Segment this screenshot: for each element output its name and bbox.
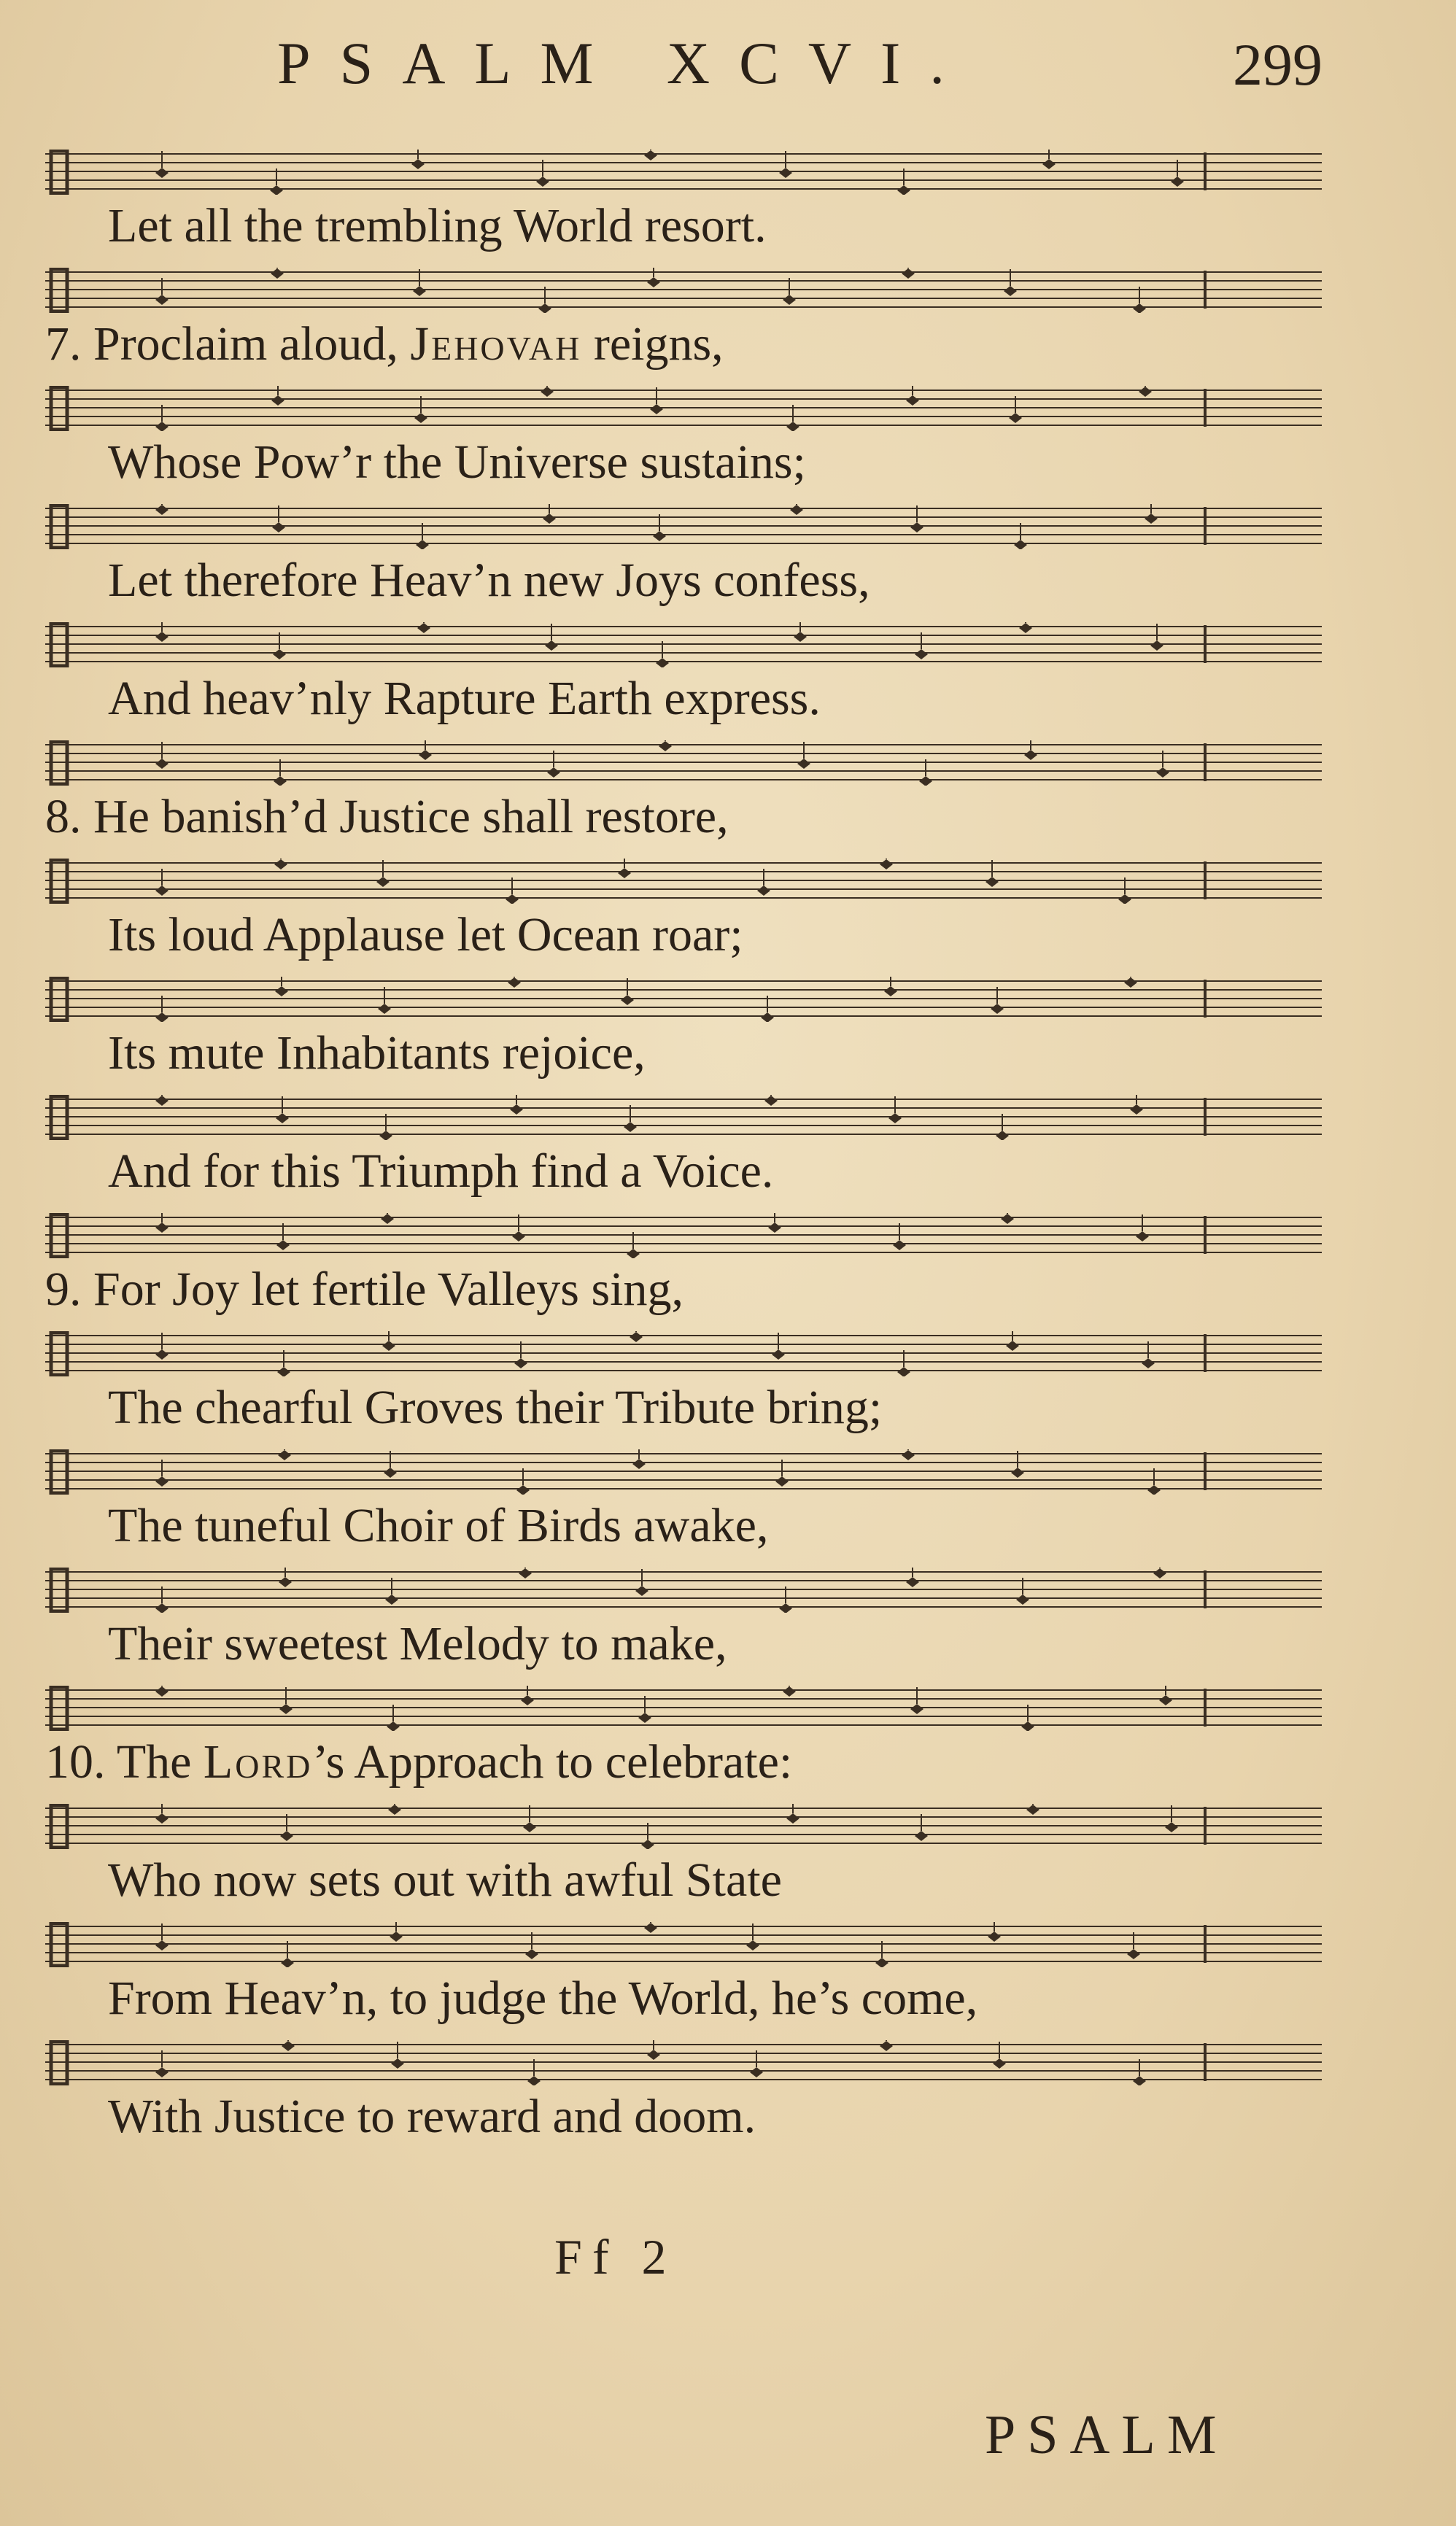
catchword: PSALM [985,2404,1228,2465]
verse-number: 9. [45,1263,93,1316]
music-staff [45,740,1322,784]
lyric-text: reigns, [581,317,724,371]
small-caps-name: Lord [203,1735,313,1789]
lyric-line: And heav’nly Rapture Earth express. [108,672,821,725]
lyric-line [45,1735,793,1789]
lyric-line: Who now sets out with awful State [108,1853,782,1907]
lyric-text: ’s Approach to celebrate: [312,1735,793,1789]
lyric-line: With Justice to reward and doom. [108,2090,756,2143]
lyric-line: Let therefore Heav’n new Joys confess, [108,554,870,607]
lyric-line: From Heav’n, to judge the World, he’s come, [108,1972,978,2025]
music-staff [45,504,1322,548]
music-staff [45,1922,1322,1966]
lyric-line [45,317,724,371]
music-staff [45,1213,1322,1257]
music-staff [45,1568,1322,1611]
music-staff [45,2040,1322,2084]
lyric-line: Their sweetest Melody to make, [108,1617,727,1670]
verse-number: 7. [45,317,93,371]
lyric-line [45,790,729,843]
lyric-line: Its mute Inhabitants rejoice, [108,1026,646,1080]
verse-number: 8. [45,790,93,843]
music-staff [45,1686,1322,1729]
page-number: 299 [1233,31,1323,98]
lyric-line: The chearful Groves their Tribute bring; [108,1381,883,1434]
lyric-text: He banish’d Justice shall restore, [93,790,729,843]
music-staff [45,1331,1322,1375]
lyric-text: The [116,1735,204,1789]
music-staff [45,1804,1322,1848]
page-header [0,29,1456,98]
running-title: PSALM XCVI. [277,30,974,96]
lyric-line: Let all the trembling World resort. [108,199,767,252]
signature-mark: Ff 2 [554,2229,677,2285]
music-staff [45,1095,1322,1139]
music-staff [45,859,1322,902]
lyric-line: And for this Triumph find a Voice. [108,1144,774,1198]
small-caps-name: Jehovah [410,317,582,371]
music-staff [45,268,1322,311]
music-staff [45,150,1322,193]
lyric-line: Whose Pow’r the Universe sustains; [108,435,806,489]
lyric-text: For Joy let fertile Valleys sing, [93,1263,684,1316]
music-staff [45,1449,1322,1493]
lyric-line: The tuneful Choir of Birds awake, [108,1499,769,1552]
music-staff [45,977,1322,1020]
lyric-line: Its loud Applause let Ocean roar; [108,908,743,961]
music-staff [45,622,1322,666]
lyric-line [45,1263,684,1316]
lyric-text: Proclaim aloud, [93,317,411,371]
verse-number: 10. [45,1735,117,1789]
music-staff [45,386,1322,430]
